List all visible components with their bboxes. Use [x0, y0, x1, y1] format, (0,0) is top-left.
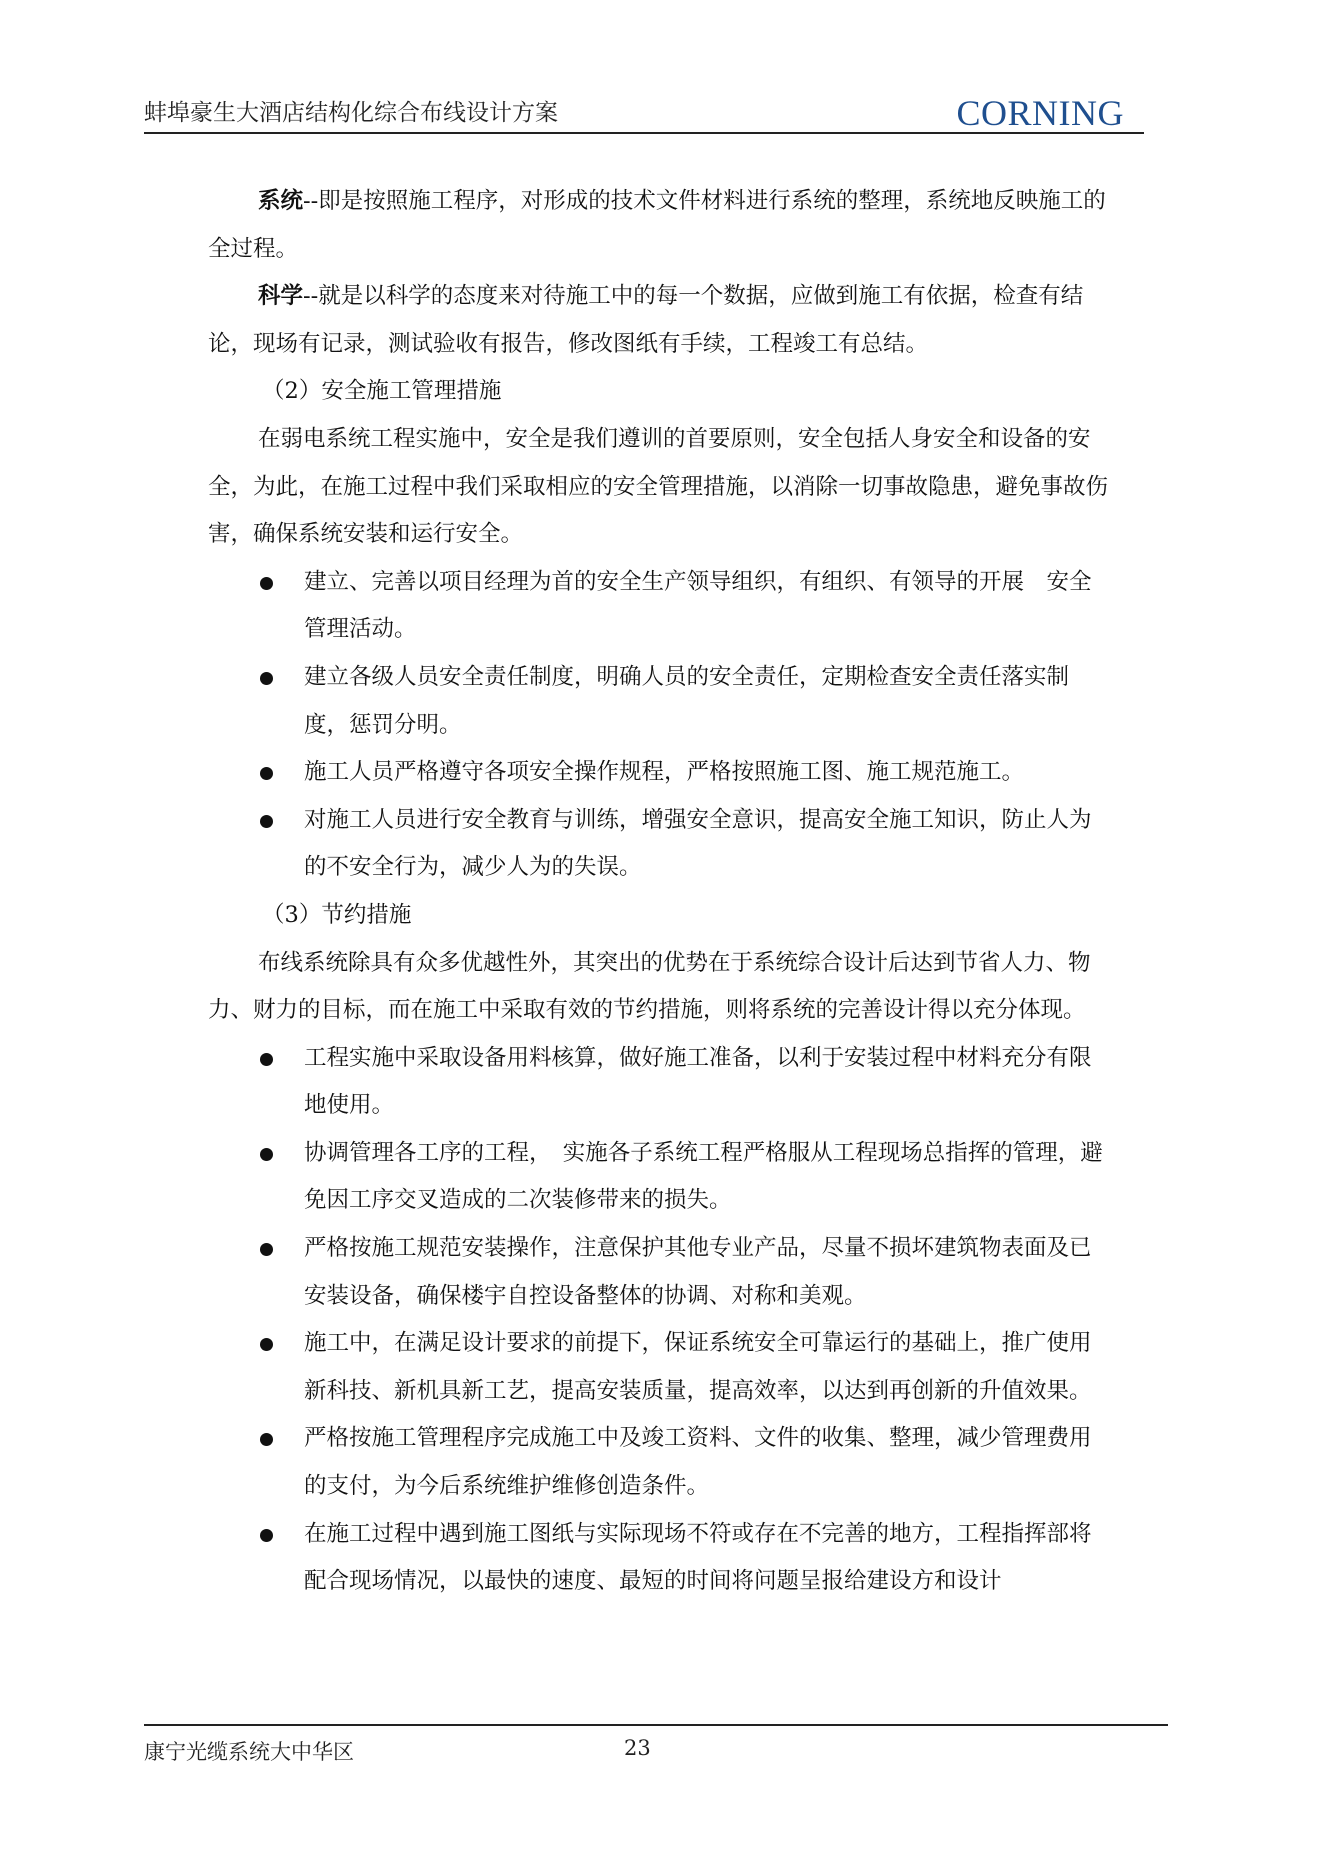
page-header [144, 86, 1144, 134]
list-item: 施工中，在满足设计要求的前提下，保证系统安全可靠运行的基础上，推广使用新科技、新机具新工艺，提高安装质量，提高效率，以达到再创新的升值效果。 [208, 1320, 1108, 1415]
list-item: 工程实施中采取设备用料核算，做好施工准备，以利于安装过程中材料充分有限地使用。 [208, 1035, 1108, 1130]
list-item: 建立、完善以项目经理为首的安全生产领导组织，有组织、有领导的开展 安全管理活动。 [208, 559, 1108, 654]
list-item: 严格按施工管理程序完成施工中及竣工资料、文件的收集、整理，减少管理费用的支付，为今后系统维护维修创造条件。 [208, 1415, 1108, 1510]
paragraph-saving-intro: 布线系统除具有众多优越性外，其突出的优势在于系统综合设计后达到节省人力、物力、财力的目标，而在施工中采取有效的节约措施，则将系统的完善设计得以充分体现。 [208, 949, 1091, 1024]
section-heading-safety: （2）安全施工管理措施 [262, 378, 502, 405]
bullet-dot-icon [260, 815, 273, 828]
bullet-dot-icon [260, 1053, 273, 1066]
bullet-dot-icon [260, 1433, 273, 1446]
bullet-dot-icon [260, 1243, 273, 1256]
list-item: 对施工人员进行安全教育与训练，增强安全意识，提高安全施工知识，防止人为的不安全行为，减少人为的失误。 [208, 797, 1108, 892]
term-science: 科学 [258, 283, 304, 310]
page-footer [144, 1724, 1168, 1764]
bullet-dot-icon [260, 1529, 273, 1542]
paragraph-system [208, 178, 1108, 273]
list-item: 施工人员严格遵守各项安全操作规程，严格按照施工图、施工规范施工。 [208, 749, 1108, 797]
bullet-dot-icon [260, 767, 273, 780]
list-item: 在施工过程中遇到施工图纸与实际现场不符或存在不完善的地方，工程指挥部将配合现场情况，以最快的速度、最短的时间将问题呈报给建设方和设计 [208, 1511, 1108, 1606]
safety-bullet-list [208, 559, 1108, 892]
document-body [208, 178, 1108, 1606]
term-system: 系统 [258, 188, 304, 214]
paragraph-safety-intro: 在弱电系统工程实施中，安全是我们遵训的首要原则，安全包括人身安全和设备的安全，为此，在施工过程中我们采取相应的安全管理措施，以消除一切事故隐患，避免事故伤害，确保系统安装和运行安全。 [208, 425, 1109, 548]
list-item: 协调管理各工序的工程， 实施各子系统工程严格服从工程现场总指挥的管理，避免因工序交叉造成的二次装修带来的损失。 [208, 1130, 1108, 1225]
paragraph-science-text: --就是以科学的态度来对待施工中的每一个数据，应做到施工有依据，检查有结论，现场有记录，测试验收有报告，修改图纸有手续，工程竣工有总结。 [208, 283, 1084, 357]
list-item: 建立各级人员安全责任制度，明确人员的安全责任，定期检查安全责任落实制度，惩罚分明。 [208, 654, 1108, 749]
corning-logo: CORNING [956, 93, 1124, 133]
section-heading-saving: （3）节约措施 [262, 901, 412, 928]
saving-bullet-list [208, 1035, 1108, 1606]
list-item: 严格按施工规范安装操作，注意保护其他专业产品，尽量不损坏建筑物表面及已安装设备，确保楼宇自控设备整体的协调、对称和美观。 [208, 1225, 1108, 1320]
bullet-dot-icon [260, 577, 273, 590]
bullet-dot-icon [260, 672, 273, 685]
bullet-dot-icon [260, 1338, 273, 1351]
paragraph-science [208, 273, 1108, 368]
paragraph-system-text: --即是按照施工程序，对形成的技术文件材料进行系统的整理，系统地反映施工的全过程。 [208, 188, 1106, 262]
footer-company: 康宁光缆系统大中华区 [144, 1740, 354, 1764]
bullet-dot-icon [260, 1148, 273, 1161]
document-title: 蚌埠豪生大酒店结构化综合布线设计方案 [144, 100, 558, 126]
page-number: 23 [624, 1736, 651, 1760]
